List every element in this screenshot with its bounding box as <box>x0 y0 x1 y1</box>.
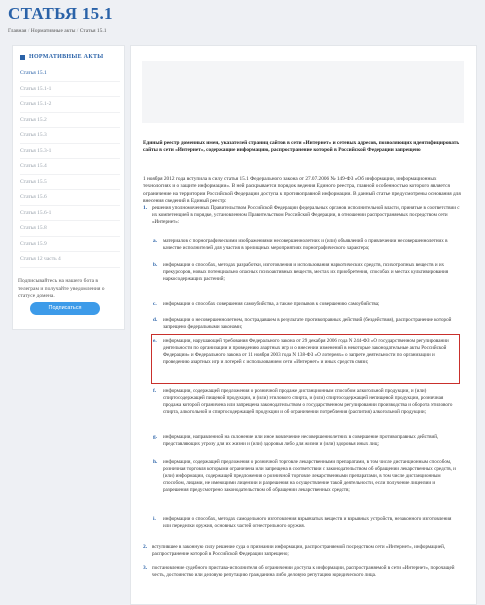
sidebar-item[interactable]: Статья 15.8 <box>20 221 120 237</box>
sidebar-item[interactable]: Статья 15.6-1 <box>20 206 120 222</box>
list-item: информации о способах, методах самодельного изготовления взрывчатых веществ и взрывных устройств, незаконного изготовления или переделки оружия, основных частей огнестрельного оружия. <box>163 516 452 530</box>
breadcrumb-home[interactable]: Главная <box>8 28 27 34</box>
sidebar-item[interactable]: Статья 15.1-2 <box>20 97 120 113</box>
sidebar-item[interactable]: Статья 15.4 <box>20 159 120 175</box>
breadcrumb-separator: / <box>76 28 79 34</box>
article-intro: 1 ноября 2012 года вступила в силу статья 15.1 Федерального закона от 27.07.2006 № 149-ФЗ «Об информации, информационных технологиях и о защите информации». В ней раскрывается порядок ведения Единого реестра, главной особенностью которого является ограничение на территории Российской Федерации доступа к противоправной информации. В данный статье предусмотрены основания для внесения сведений в Единый реестр: <box>143 176 461 204</box>
sidebar-heading <box>20 54 103 60</box>
breadcrumb-current: Статья 15.1 <box>79 28 107 34</box>
list-number: 1. <box>143 205 148 211</box>
breadcrumb <box>8 28 107 34</box>
sidebar-heading-label: НОРМАТИВНЫЕ АКТЫ <box>29 54 104 60</box>
list-item: информации, направленной на склонение или иное вовлечение несовершеннолетних в совершение противоправных действий, представляющих угрозу для их жизни и (или) здоровья либо для жизни и (или) здоровья иных лиц; <box>163 434 439 448</box>
list-letter: f. <box>153 388 157 394</box>
list-letter: a. <box>153 238 157 244</box>
breadcrumb-section[interactable]: Нормативные акты <box>30 28 76 34</box>
list-item: информации, содержащей предложения о розничной продаже дистанционным способом алкогольной продукции, и (или) спиртосодержащей пищевой продукции, и (или) этилового спирта, и (или) спиртосодержащей непищевой продукции, розничная продажа которой ограничена или запрещена законодательством о государственном регулировании производства и оборота этилового спирта, алкогольной и спиртосодержащей продукции и об ограничении потребления (распития) алкогольной продукции; <box>163 388 453 416</box>
list-number: 2. <box>143 544 148 550</box>
list-letter: h. <box>153 459 158 465</box>
article-lead: Единый реестр доменных имен, указателей страниц сайтов в сети «Интернет» и сетевых адресов, позволяющих идентифицировать сайты в сети «Интернет», содержащие информацию, распространение которой в Российской Федерации запрещено <box>143 140 460 154</box>
sidebar-item[interactable]: Статья 12 часть 4 <box>20 252 120 268</box>
page-title: СТАТЬЯ 15.1 <box>8 4 113 23</box>
sidebar-item[interactable]: Статья 15.9 <box>20 237 120 253</box>
list-letter: b. <box>153 262 158 268</box>
list-item: информации о способах, методах разработки, изготовления и использования наркотических средств, психотропных веществ и их прекурсоров, новых потенциально опасных психоактивных веществ, местах их приобретения, способах и местах культивирования наркосодержащих растений; <box>163 262 449 283</box>
list-letter: d. <box>153 317 158 323</box>
list-item: информации о способах совершения самоубийства, а также призывов к совершению самоубийства; <box>163 301 380 307</box>
list-item: вступившее в законную силу решение суда о признании информации, распространяемой посредством сети «Интернет», информацией, распространение которой в Российской Федерации запрещено; <box>152 544 446 558</box>
list-letter: e. <box>153 338 157 344</box>
breadcrumb-separator: / <box>27 28 30 34</box>
list-letter: c. <box>153 301 157 307</box>
sidebar-item[interactable]: Статья 15.6 <box>20 190 120 206</box>
list-item: решения уполномоченных Правительством Российской Федерации федеральных органов исполнительной власти, принятые в соответствии с их компетенцией в порядке, установленном Правительством Российской Федерации, в отношении распространяемых посредством сети «Интернет»: <box>152 205 460 226</box>
list-number: 3. <box>143 565 148 571</box>
list-item: информации, нарушающей требования Федерального закона от 29 декабря 2006 года N 244-ФЗ «О государственном регулировании деятельности по организации и проведению азартных игр и о внесении изменений в некоторые законодательные акты Российской Федерации» и Федерального закона от 11 ноября 2003 года N 138-ФЗ «О лотереях» о запрете деятельности по организации и проведению азартных игр и лотерей с использованием сети «Интернет» и иных средств связи; <box>163 338 449 366</box>
ad-placeholder <box>142 61 464 123</box>
list-letter: i. <box>153 516 156 522</box>
list-item: постановление судебного пристава-исполнителя об ограничении доступа к информации, распространяемой в сети «Интернет», порочащей честь, достоинство или деловую репутацию гражданина либо деловую репутацию юридического лица. <box>152 565 455 579</box>
square-icon <box>20 55 25 60</box>
sidebar-item[interactable]: Статья 15.1-1 <box>20 82 120 98</box>
subscribe-button[interactable]: Подписаться <box>30 302 100 315</box>
sidebar-item[interactable]: Статья 15.5 <box>20 175 120 191</box>
sidebar-item[interactable]: Статья 15.3-1 <box>20 144 120 160</box>
list-item: информации о несовершеннолетнем, пострадавшем в результате противоправных действий (бездействия), распространение которой запрещено федеральными законами; <box>163 317 452 331</box>
list-item: материалов с порнографическими изображениями несовершеннолетних и (или) объявлений о привлечении несовершеннолетних в качестве исполнителей для участия в зрелищных мероприятиях порнографического характера; <box>163 238 448 252</box>
list-letter: g. <box>153 434 157 440</box>
list-item: информации, содержащей предложения о розничной торговле лекарственными препаратами, в том числе дистанционным способом, розничная торговля которыми ограничена или запрещена в соответствии с законодательством об обращении лекарственных средств, и (или) информации, содержащей предложения о розничной торговле лекарственными препаратами, в том числе дистанционным способом, лицами, не имеющими лицензии и разрешения на осуществление такой деятельности, если получение лицензии и разрешения предусмотрено законодательством об обращении лекарственных средств; <box>163 459 456 494</box>
sidebar-list <box>20 66 120 268</box>
sidebar-item[interactable]: Статья 15.3 <box>20 128 120 144</box>
sidebar-item[interactable]: Статья 15.2 <box>20 113 120 129</box>
sidebar-item[interactable]: Статья 15.1 <box>20 66 120 82</box>
promo-text: Подписывайтесь на нашего бота в телеграм и получайте уведомления о статусе домена. <box>18 278 105 299</box>
